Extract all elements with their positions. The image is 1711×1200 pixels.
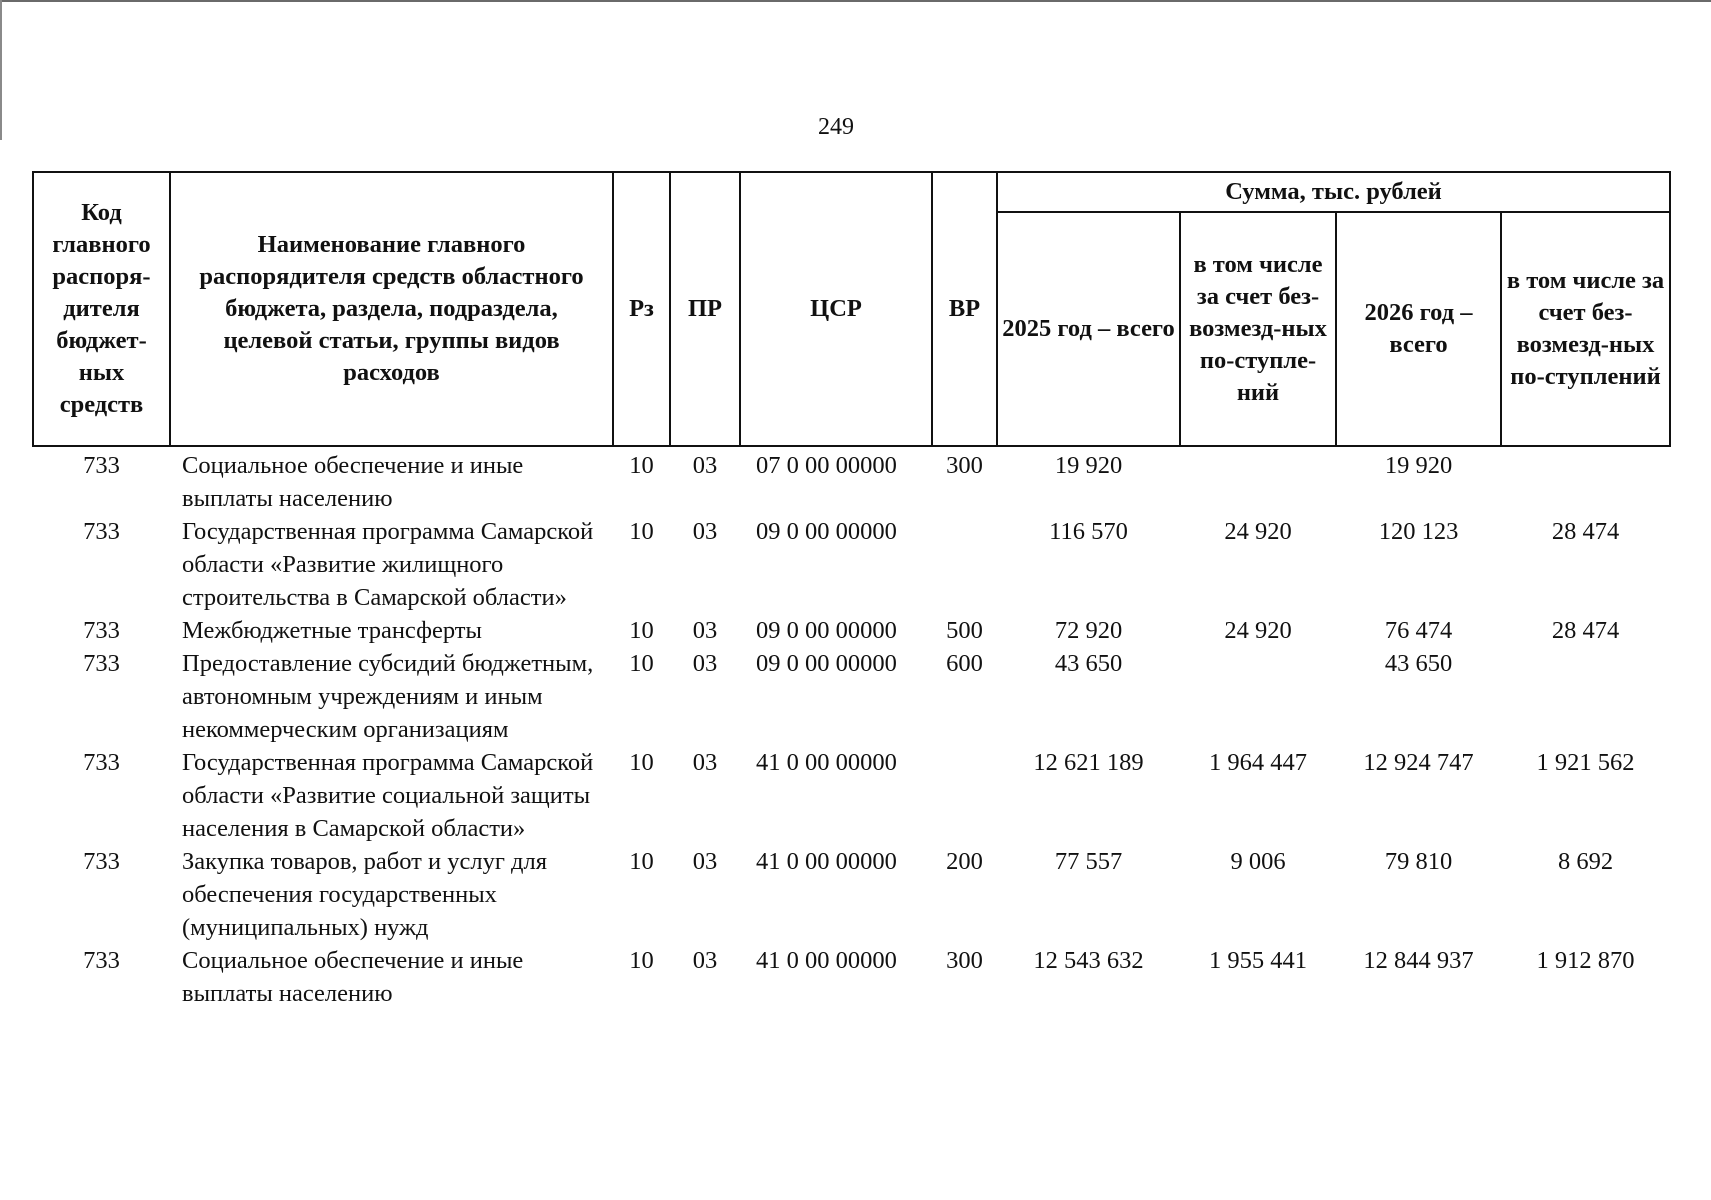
cell-pr: 03	[692, 518, 718, 545]
cell-pr: 03	[692, 848, 718, 875]
cell-vr	[932, 515, 997, 614]
cell-2025-free: 24 920	[1224, 617, 1292, 644]
cell-csr: 09 0 00 00000	[756, 617, 897, 644]
header-2025-total: 2025 год – всего	[997, 212, 1180, 446]
cell-rz: 10	[629, 749, 654, 776]
cell-vr: 200	[946, 848, 983, 875]
cell-2026-total: 19 920	[1384, 452, 1453, 479]
cell-code: 733	[83, 617, 120, 644]
cell-2026-total: 76 474	[1384, 617, 1453, 644]
cell-name: Социальное обеспечение и иные выплаты населению	[182, 947, 524, 1007]
cell-2025-free: 9 006	[1230, 848, 1286, 875]
cell-pr: 03	[692, 617, 718, 644]
table-body	[33, 446, 1670, 1010]
table-row	[33, 446, 1670, 515]
cell-2025-total: 12 543 632	[1033, 947, 1144, 974]
cell-name: Государственная программа Самарской области «Развитие социальной защиты населения в Самарской области»	[182, 749, 594, 842]
header-sum-group: Сумма, тыс. рублей	[997, 172, 1670, 212]
cell-rz: 10	[629, 518, 654, 545]
budget-table	[32, 171, 1671, 1010]
cell-2026-total: 12 844 937	[1363, 947, 1474, 974]
cell-rz: 10	[629, 452, 654, 479]
cell-rz: 10	[629, 848, 654, 875]
cell-2025-free: 24 920	[1224, 518, 1292, 545]
cell-2025-total: 12 621 189	[1033, 749, 1144, 776]
header-2026-total: 2026 год – всего	[1336, 212, 1501, 446]
cell-vr: 500	[946, 617, 983, 644]
cell-code: 733	[83, 518, 120, 545]
cell-code: 733	[83, 452, 120, 479]
cell-csr: 41 0 00 00000	[756, 749, 897, 776]
cell-2025-free	[1180, 446, 1336, 515]
header-2026-free: в том числе за счет без-возмезд-ных по-ступлений	[1501, 212, 1670, 446]
cell-vr	[932, 746, 997, 845]
cell-pr: 03	[692, 749, 718, 776]
cell-2025-total: 77 557	[1054, 848, 1123, 875]
header-name: Наименование главного распорядителя средств областного бюджета, раздела, подраздела, целевой статьи, группы видов расходов	[170, 172, 613, 446]
cell-2026-total: 43 650	[1384, 650, 1453, 677]
cell-2026-free: 28 474	[1551, 518, 1620, 545]
cell-csr: 09 0 00 00000	[756, 650, 897, 677]
cell-2025-total: 116 570	[1049, 518, 1128, 545]
cell-pr: 03	[692, 947, 718, 974]
cell-code: 733	[83, 947, 120, 974]
cell-vr: 300	[946, 947, 983, 974]
header-csr: ЦСР	[740, 172, 932, 446]
cell-name: Закупка товаров, работ и услуг для обеспечения государственных (муниципальных) нужд	[182, 848, 547, 941]
header-code: Код главного распоря-дителя бюджет-ных средств	[33, 172, 170, 446]
cell-rz: 10	[629, 947, 654, 974]
cell-name: Межбюджетные трансферты	[182, 617, 482, 644]
table-row	[33, 647, 1670, 746]
cell-2026-free: 28 474	[1551, 617, 1620, 644]
cell-csr: 41 0 00 00000	[756, 947, 897, 974]
cell-2025-free: 1 955 441	[1209, 947, 1307, 974]
cell-2026-free: 8 692	[1557, 848, 1614, 875]
table-row	[33, 746, 1670, 845]
cell-2026-free	[1501, 446, 1670, 515]
scan-edge-top	[0, 0, 1711, 2]
header-2025-free: в том числе за счет без-возмезд-ных по-ступле-ний	[1180, 212, 1336, 446]
cell-2025-free	[1180, 647, 1336, 746]
cell-csr: 41 0 00 00000	[756, 848, 897, 875]
table-header	[33, 172, 1670, 446]
header-rz: Рз	[613, 172, 670, 446]
table-row	[33, 944, 1670, 1010]
header-pr: ПР	[670, 172, 740, 446]
cell-pr: 03	[692, 452, 718, 479]
cell-name: Социальное обеспечение и иные выплаты населению	[182, 452, 524, 512]
cell-rz: 10	[629, 650, 654, 677]
table-row	[33, 845, 1670, 944]
cell-code: 733	[83, 848, 120, 875]
cell-2026-free: 1 921 562	[1536, 749, 1635, 776]
cell-name: Предоставление субсидий бюджетным, автономным учреждениям и иным некоммерческим организациям	[182, 650, 594, 743]
cell-2026-free	[1501, 647, 1670, 746]
table-row	[33, 614, 1670, 647]
cell-code: 733	[83, 650, 120, 677]
cell-pr: 03	[692, 650, 718, 677]
cell-2026-free: 1 912 870	[1536, 947, 1635, 974]
cell-csr: 07 0 00 00000	[756, 452, 897, 479]
header-vr: ВР	[932, 172, 997, 446]
cell-csr: 09 0 00 00000	[756, 518, 897, 545]
cell-vr: 300	[946, 452, 983, 479]
cell-rz: 10	[629, 617, 654, 644]
table-row	[33, 515, 1670, 614]
cell-2026-total: 79 810	[1384, 848, 1453, 875]
cell-2025-total: 43 650	[1054, 650, 1123, 677]
cell-2025-total: 72 920	[1054, 617, 1123, 644]
cell-2026-total: 120 123	[1378, 518, 1459, 545]
page-number: 249	[818, 114, 854, 140]
cell-name: Государственная программа Самарской области «Развитие жилищного строительства в Самарской области»	[182, 518, 594, 611]
cell-2025-free: 1 964 447	[1209, 749, 1307, 776]
cell-2026-total: 12 924 747	[1363, 749, 1474, 776]
cell-2025-total: 19 920	[1054, 452, 1123, 479]
cell-code: 733	[83, 749, 120, 776]
cell-vr: 600	[946, 650, 983, 677]
